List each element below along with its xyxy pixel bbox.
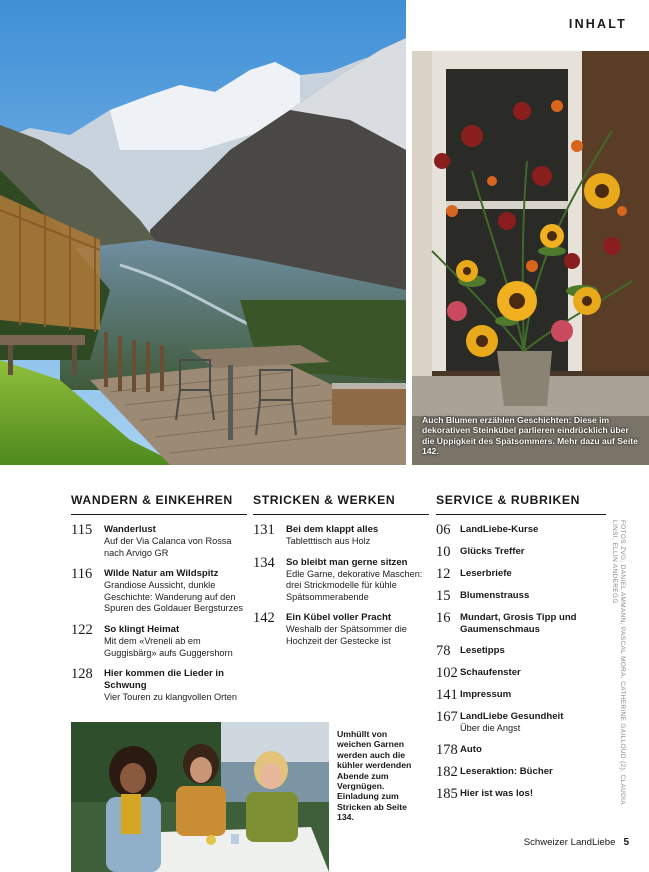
page-number: 167 xyxy=(436,709,458,725)
page-number: 12 xyxy=(436,566,451,582)
entry-title: Auto xyxy=(460,743,482,755)
toc-entry[interactable] xyxy=(71,621,247,659)
page-number: 142 xyxy=(253,610,275,627)
toc-entry[interactable] xyxy=(436,667,606,680)
entry-title: Leserbriefe xyxy=(460,568,512,579)
entry-title: Mundart, Grosis Tipp und Gaumenschmaus xyxy=(460,612,577,635)
entry-title: So bleibt man gerne sitzen xyxy=(286,556,408,568)
page-number: 116 xyxy=(71,566,93,583)
column-heading: SERVICE & RUBRIKEN xyxy=(436,493,606,515)
column-wandern xyxy=(71,493,247,704)
page-number: 122 xyxy=(71,621,93,638)
page-number: 102 xyxy=(436,665,458,681)
toc-entry[interactable] xyxy=(71,524,247,559)
toc-entry[interactable] xyxy=(253,554,429,604)
page-number: 15 xyxy=(436,588,451,604)
photo-credits-text: FOTOS ZVG, DANIEL AMMANN, PASCAL MORA, CATHERINE GAILLOUD (2), CLAUDIA LINSI, ELLIN ANDEREGG xyxy=(610,520,626,805)
entry-description: Auf der Via Calanca von Rossa nach Arvigo GR xyxy=(104,536,232,558)
page-number: 128 xyxy=(71,666,93,683)
toc-entry[interactable] xyxy=(436,763,606,780)
women-knitting-photo xyxy=(71,722,329,872)
page-number: 16 xyxy=(436,610,451,626)
column-heading: WANDERN & EINKEHREN xyxy=(71,493,247,515)
entry-description: Über die Angst xyxy=(460,723,521,733)
page-number: 182 xyxy=(436,763,458,780)
entry-description: Tabletttisch aus Holz xyxy=(286,536,371,546)
toc-entry[interactable] xyxy=(436,645,606,658)
flower-photo-caption: Auch Blumen erzählen Geschichten: Diese im dekorativen Steinkübel parlieren eindrücklich über die Üppigkeit des Spätsommers. Mehr dazu auf Seite 142. xyxy=(422,414,638,457)
entry-title: LandLiebe-Kurse xyxy=(460,524,539,535)
page-number: 78 xyxy=(436,643,451,659)
mountain-terrace-photo xyxy=(0,0,406,465)
toc-entry[interactable] xyxy=(253,524,429,548)
column-service xyxy=(436,493,606,801)
page-number: 131 xyxy=(253,522,275,538)
entry-title: Blumenstrauss xyxy=(460,590,530,601)
entry-title: Lesetipps xyxy=(460,645,505,656)
toc-entry[interactable] xyxy=(436,546,606,559)
toc-entry[interactable] xyxy=(436,568,606,581)
toc-entry[interactable] xyxy=(436,711,606,735)
page-number: 178 xyxy=(436,741,458,758)
entry-title: So klingt Heimat xyxy=(104,623,180,635)
entry-title: Hier kommen die Lieder in Schwung xyxy=(104,668,224,692)
page-number: 115 xyxy=(71,522,93,538)
entry-description: Vier Touren zu klangvollen Orten xyxy=(104,692,237,703)
toc-entry[interactable] xyxy=(436,590,606,603)
toc-entry[interactable] xyxy=(436,524,606,537)
knit-photo-caption: Umhüllt von weichen Garnen werden auch die kühler werdenden Abende zum Vergnügen. Einladung zum Stricken ab Seite 134. xyxy=(337,729,412,823)
entry-description: Grandiose Aussicht, dunkle Geschichte: Wanderung auf den Spuren des Goldauer Bergsturzes xyxy=(104,580,243,614)
page-number: 10 xyxy=(436,544,451,560)
toc-entry[interactable] xyxy=(436,689,606,702)
entry-title: Bei dem klappt alles xyxy=(286,524,379,535)
column-stricken xyxy=(253,493,429,648)
photo-credits xyxy=(608,520,628,820)
page-number: 134 xyxy=(253,554,275,571)
toc-entry[interactable] xyxy=(253,612,429,647)
section-title: INHALT xyxy=(568,17,627,31)
toc-entry[interactable] xyxy=(436,612,606,636)
entry-title: Leseraktion: Bücher xyxy=(460,765,553,777)
entry-title: Hier ist was los! xyxy=(460,787,534,799)
page-number-footer: 5 xyxy=(623,837,629,848)
page-number: 06 xyxy=(436,522,451,538)
entry-title: Ein Kübel voller Pracht xyxy=(286,612,392,624)
entry-description: Mit dem «Vreneli ab em Guggisbärg» aufs Guggershorn xyxy=(104,635,233,658)
entry-description: Weshalb der Spätsommer die Hochzeit der Gestecke ist xyxy=(286,624,407,646)
toc-entry[interactable] xyxy=(436,741,606,758)
flower-arrangement-photo xyxy=(412,51,649,465)
toc-entry[interactable] xyxy=(436,785,606,802)
toc-entry[interactable] xyxy=(71,568,247,615)
entry-title: Wilde Natur am Wildspitz xyxy=(104,568,219,580)
toc-entry[interactable] xyxy=(71,668,247,704)
page-number: 141 xyxy=(436,687,458,703)
entry-description: Edle Garne, dekorative Maschen: drei Strickmodelle für kühle Spätsommerabende xyxy=(286,568,423,602)
entry-title: LandLiebe Gesundheit xyxy=(460,711,564,722)
entry-title: Glücks Treffer xyxy=(460,546,525,557)
page-number: 185 xyxy=(436,785,458,802)
magazine-name: Schweizer LandLiebe xyxy=(523,837,616,848)
entry-title: Schaufenster xyxy=(460,667,521,678)
entry-title: Impressum xyxy=(460,689,512,700)
column-heading: STRICKEN & WERKEN xyxy=(253,493,429,515)
page-footer xyxy=(524,837,629,848)
entry-title: Wanderlust xyxy=(104,524,156,535)
